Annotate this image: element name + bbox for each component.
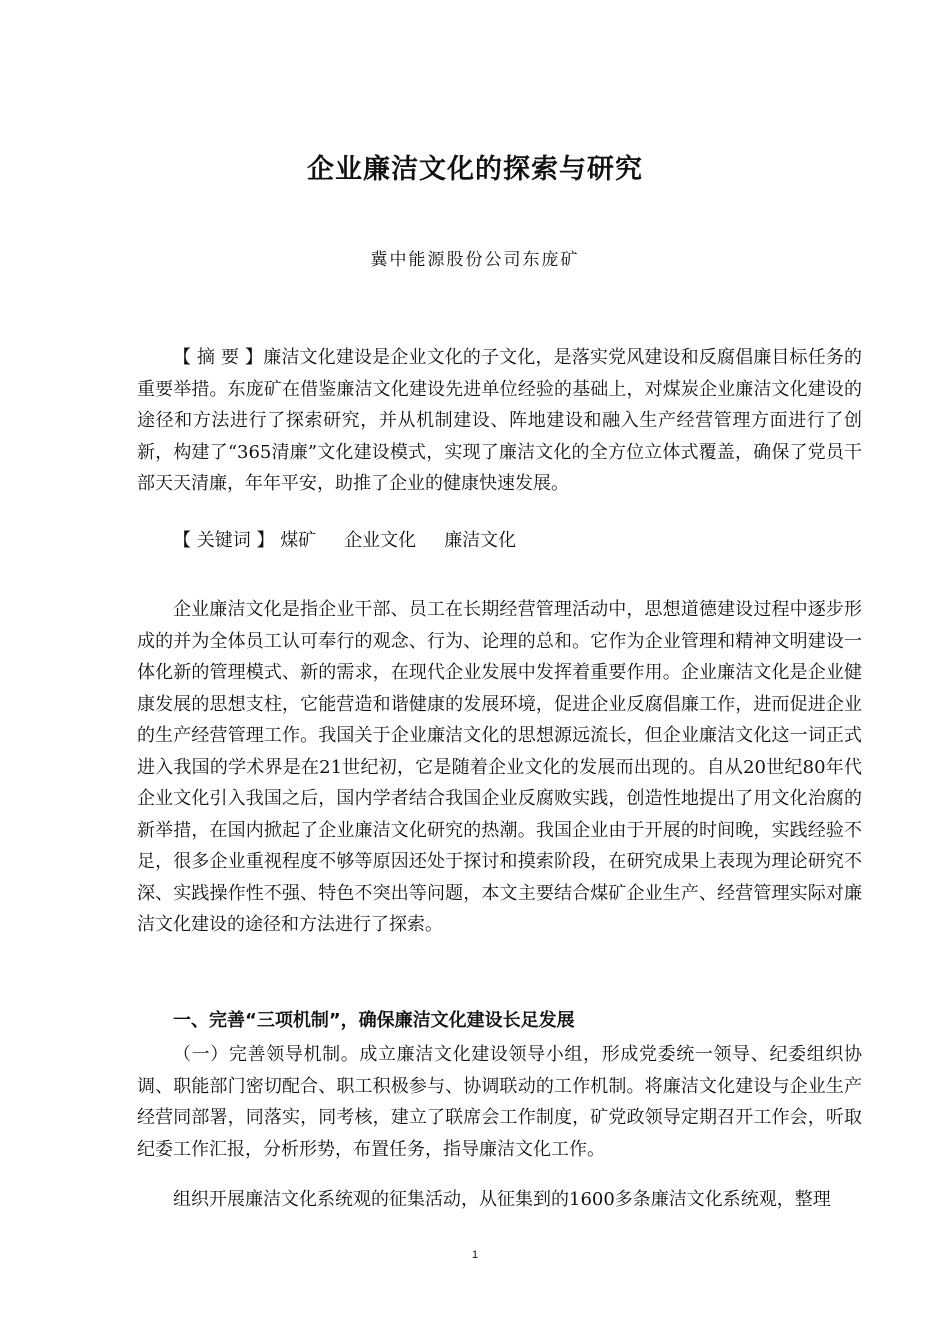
abstract-label: 【 摘 要 】 xyxy=(173,347,264,368)
document-title: 企业廉洁文化的探索与研究 xyxy=(307,154,643,185)
subsection-paragraph: （一）完善领导机制。成立廉洁文化建设领导小组，形成党委统一领导、纪委组织协调、职能部门密切配合、职工积极参与、协调联动的工作机制。将廉洁文化建设与企业生产经营同部署，同落实，同考核，建立了联席会工作制度，矿党政领导定期召开工作会，听取纪委工作汇报，分析形势，布置任务，指导廉洁文化工作。 xyxy=(137,1044,862,1160)
intro-paragraph: 企业廉洁文化是指企业干部、员工在长期经营管理活动中，思想道德建设过程中逐步形成的并为全体员工认可奉行的观念、行为、论理的总和。它作为企业管理和精神文明建设一体化新的管理模式、新的需求，在现代企业发展中发挥着重要作用。企业廉洁文化是企业健康发展的思想支柱，它能营造和谐健康的发展环境，促进企业反腐倡廉工作，进而促进企业的生产经营管理工作。我国关于企业廉洁文化的思想源远流长，但企业廉洁文化这一词正式进入我国的学术界是在21世纪初，它是随着企业文化的发展而出现的。自从20世纪80年代企业文化引入我国之后，国内学者结合我国企业反腐败实践，创造性地提出了用文化治腐的新举措，在国内掀起了企业廉洁文化研究的热潮。我国企业由于开展的时间晚，实践经验不足，很多企业重视程度不够等原因还处于探讨和摸索阶段，在研究成果上表现为理论研究不深、实践操作性不强、特色不突出等问题，本文主要结合煤矿企业生产、经营管理实际对廉洁文化建设的途径和方法进行了探索。 xyxy=(137,599,862,935)
document-author: 冀中能源股份公司东庞矿 xyxy=(370,250,580,270)
page-number: 1 xyxy=(471,1249,479,1261)
keyword-item: 企业文化 xyxy=(344,530,417,551)
body-paragraph: 组织开展廉洁文化系统观的征集活动，从征集到的1600多条廉洁文化系统观，整理 xyxy=(173,1189,831,1210)
abstract-text: 廉洁文化建设是企业文化的子文化，是落实党风建设和反腐倡廉目标任务的重要举措。东庞矿在借鉴廉洁文化建设先进单位经验的基础上，对煤炭企业廉洁文化建设的途径和方法进行了探索研究，并从机制建设、阵地建设和融入生产经营管理方面进行了创新，构建了“365清廉”文化建设模式，实现了廉洁文化的全方位立体式覆盖，确保了党员干部天天清廉，年年平安，助推了企业的健康快速发展。 xyxy=(137,347,862,494)
keywords-label: 【 关键词 】 xyxy=(173,530,275,551)
abstract-paragraph xyxy=(137,342,862,500)
keywords-line xyxy=(137,525,862,557)
section-heading: 一、完善“三项机制”，确保廉洁文化建设长足发展 xyxy=(173,1010,575,1031)
keyword-item: 廉洁文化 xyxy=(444,530,517,551)
keyword-item: 煤矿 xyxy=(280,530,317,551)
